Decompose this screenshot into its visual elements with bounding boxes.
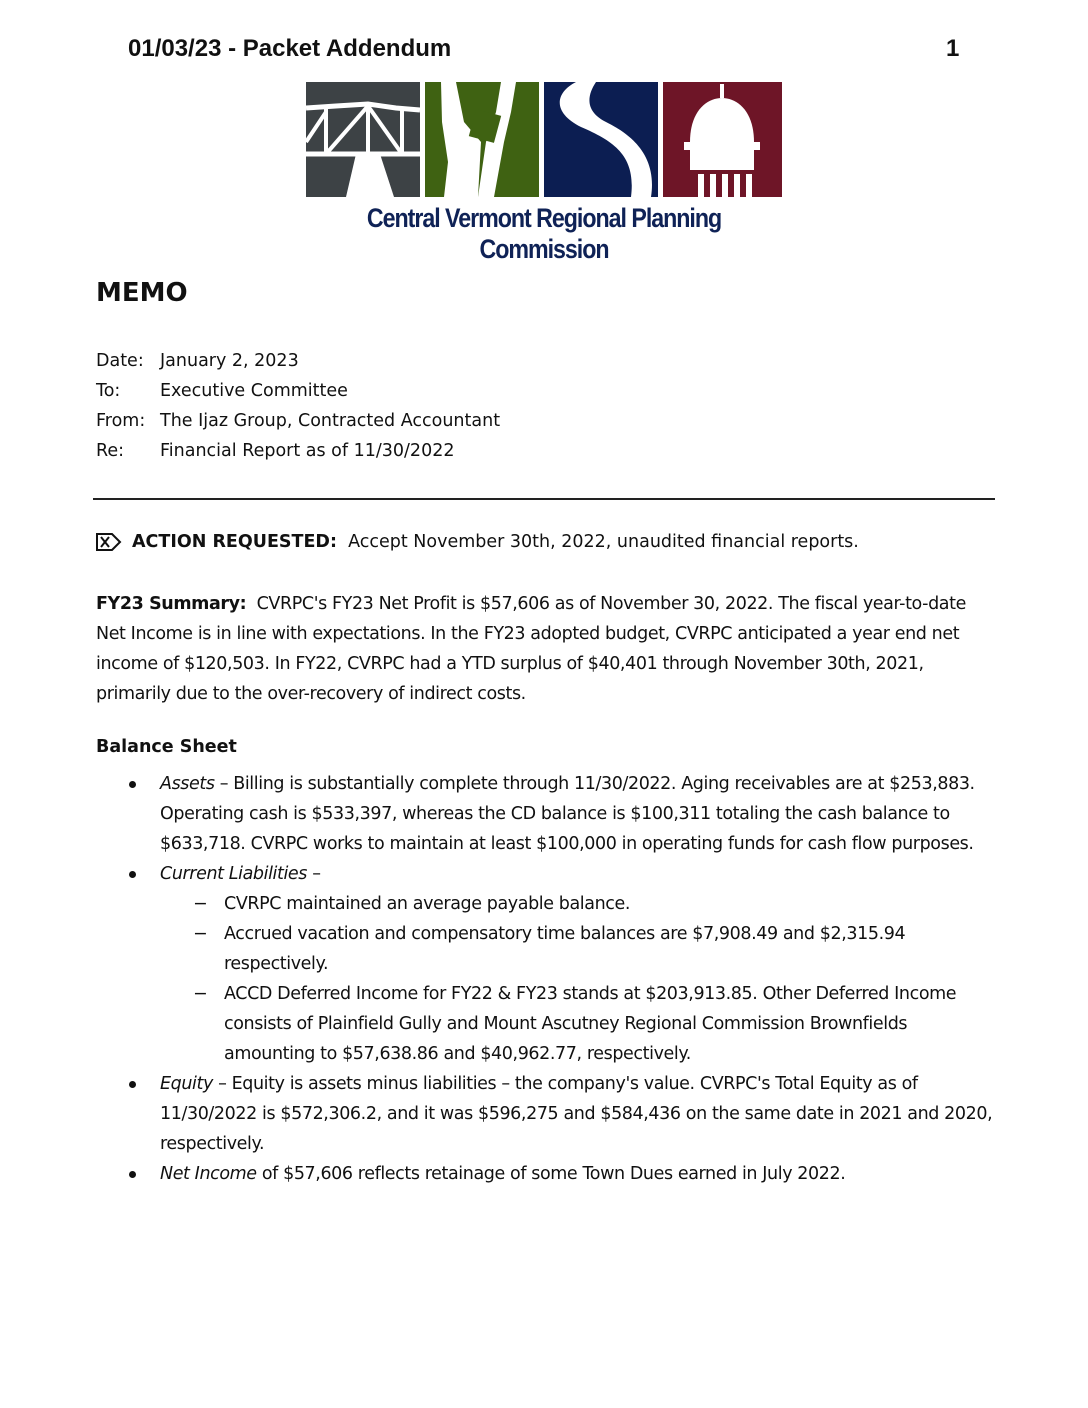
memo-from-row [96,408,500,438]
summary-text: CVRPC's FY23 Net Profit is $57,606 as of November 30, 2022. The fiscal year-to-date Net Income is in line with expectations. In the FY23 adopted budget, CVRPC anticipated a year end net income of $120,503. In FY22, CVRPC had a YTD surplus of $40,401 through November 30th, 2021, primarily due to the over-recovery of indirect costs. [96,594,966,704]
list-item-assets [96,769,996,859]
field-value: The Ijaz Group, Contracted Accountant [160,411,501,431]
bullet-icon [129,1081,136,1088]
balance-sheet-heading: Balance Sheet [96,737,237,757]
list-item-current-liabilities [96,859,996,889]
field-value: January 2, 2023 [160,351,299,371]
summary-label: FY23 Summary: [96,594,247,614]
memo-re-row [96,438,500,468]
sub-item-text: ACCD Deferred Income for FY22 & FY23 stands at $203,913.85. Other Deferred Income consists of Plainfield Gully and Mount Ascutney Regional Commission Brownfields amounting to $57,638.86 and $40,962.77, respectively. [224,984,957,1064]
bridge-icon [306,82,420,197]
bullet-icon [129,1171,136,1178]
item-term: Net Income [160,1164,257,1184]
dash-icon: − [193,984,208,1004]
page-number: 1 [946,35,960,62]
checked-box-icon [96,533,122,551]
balance-sheet-list [96,769,996,1189]
header-divider [93,498,995,500]
river-icon [544,82,658,197]
memo-header-fields [96,348,500,468]
item-text: – [307,864,321,884]
vermont-map-icon [425,82,539,197]
action-requested [96,532,859,552]
field-label: To: [96,381,121,401]
field-label: Re: [96,441,125,461]
sub-item-text: CVRPC maintained an average payable balance. [224,894,631,914]
organization-name: Central Vermont Regional Planning Commission [366,203,722,264]
item-term: Current Liabilities [160,864,308,884]
sub-item-text: Accrued vacation and compensatory time balances are $7,908.49 and $2,315.94 respectively. [224,924,906,974]
memo-date-row [96,348,500,378]
item-text: – Equity is assets minus liabilities – the company's value. CVRPC's Total Equity as of 11/30/2022 is $572,306.2, and it was $596,275 and $584,436 on the same date in 2021 and 2020, respectively. [160,1074,993,1154]
memo-title: MEMO [96,278,188,308]
field-label: Date: [96,351,144,371]
item-term: Equity [160,1074,213,1094]
list-item-equity [96,1069,996,1159]
memo-to-row [96,378,500,408]
field-value: Executive Committee [160,381,348,401]
field-label: From: [96,411,146,431]
dash-icon: − [193,924,208,944]
item-term: Assets [160,774,215,794]
packet-header-title: 01/03/23 - Packet Addendum [128,35,452,62]
field-value: Financial Report as of 11/30/2022 [160,441,455,461]
sub-item [96,919,996,979]
sub-item [96,979,996,1069]
action-label: ACTION REQUESTED: [132,532,337,552]
list-item-net-income [96,1159,996,1189]
fy23-summary [96,589,996,709]
sub-item [96,889,996,919]
item-text: – Billing is substantially complete through 11/30/2022. Aging receivables are at $253,883. Operating cash is $533,397, whereas the CD balance is $100,311 totaling the cash balance to $633,718. CVRPC works to maintain at least $100,000 in operating funds for cash flow purposes. [160,774,975,854]
item-text: of $57,606 reflects retainage of some Town Dues earned in July 2022. [256,1164,846,1184]
dash-icon: − [193,894,208,914]
bullet-icon [129,871,136,878]
bullet-icon [129,781,136,788]
capitol-dome-icon [663,82,782,197]
action-text: Accept November 30th, 2022, unaudited financial reports. [348,532,859,552]
